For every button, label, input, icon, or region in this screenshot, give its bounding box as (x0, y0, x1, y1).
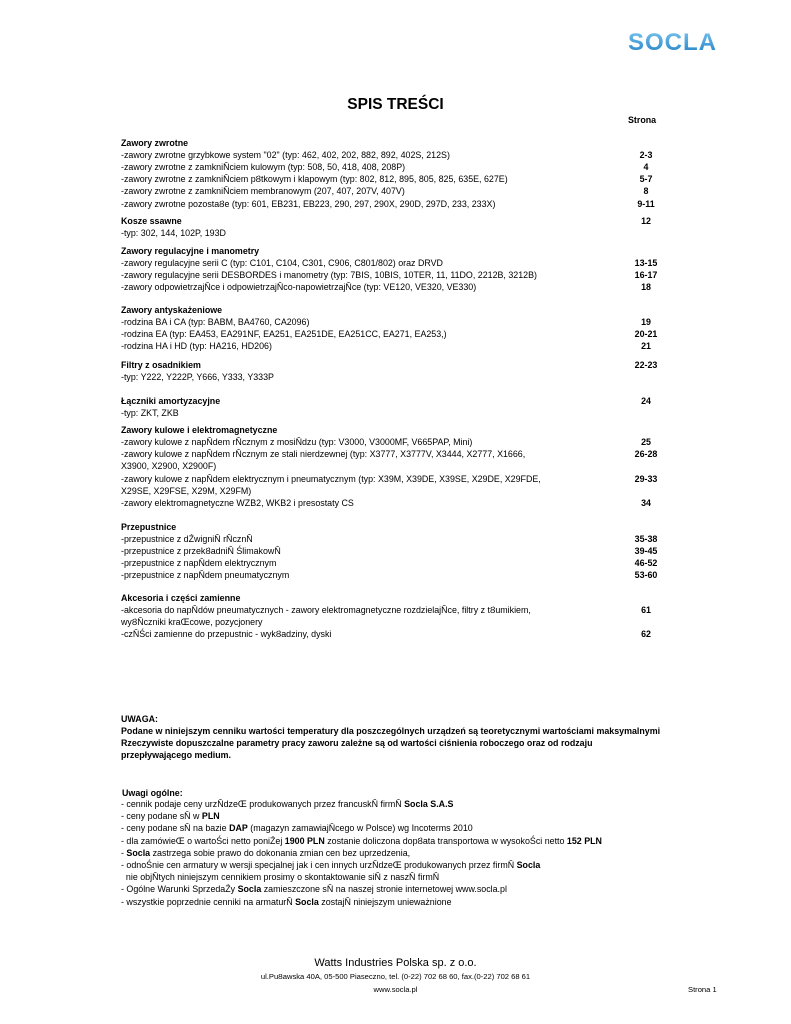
note-text: - odnoŚnie cen armatury w wersji specjalnej jak i cen innych urzŇdzeŒ produkowanych przez firmŇ (121, 859, 517, 870)
section-title: Zawory antyskażeniowe (121, 305, 223, 315)
toc-line: -zawory regulacyjne serii C (typ: C101, C104, C301, C906, C801/802) oraz DRVD (121, 258, 443, 268)
logo-wordmark: SOCLA (628, 29, 717, 56)
footer-company: Watts Industries Polska sp. z o.o. (314, 957, 477, 969)
warning-line: przepływającego medium. (121, 750, 231, 760)
warning-line: Rzeczywiste dopuszczalne parametry pracy zaworu zależne są od wartości ciśnienia roboczego oraz od rodzaju (121, 738, 593, 748)
footer-website: www.socla.pl (373, 985, 418, 994)
toc-page: 18 (641, 282, 651, 292)
toc-line: -przepustnice z napŇdem elektrycznym (121, 558, 277, 568)
note-item (121, 859, 602, 871)
section-title: Zawory kulowe i elektromagnetyczne (121, 425, 278, 435)
section-title: Akcesoria i części zamienne (121, 593, 241, 603)
toc-page: 46-52 (634, 558, 658, 568)
toc-page: 35-38 (634, 534, 658, 544)
page-title: SPIS TREŚCI (347, 96, 444, 113)
footer-address: ul.PuȢawska 40A, 05-500 Piaseczno, tel. (0-22) 702 68 60, fax.(0-22) 702 68 61 (260, 972, 531, 981)
section-title: Filtry z osadnikiem (121, 360, 201, 370)
note-item (121, 871, 602, 883)
note-text: - Ogólne Warunki SprzedaŹy (121, 884, 238, 895)
socla-logo-graphic (627, 27, 723, 57)
toc-line: -przepustnice z dŹwigniŇ rŇcznŇ (121, 534, 253, 544)
note-item (121, 822, 602, 834)
toc-line: -zawory kulowe z napŇdem rŇcznym ze stali nierdzewnej (typ: X3777, X3777V, X3444, X2777, X1666, (121, 449, 526, 459)
toc-line: -rodzina EA (typ: EA453, EA291NF, EA251, EA251DE, EA251CC, EA271, EA253,) (121, 329, 447, 339)
note-text: - dla zamówieŒ o wartoŚci netto poniŹej (121, 835, 285, 846)
toc-line: -przepustnice z przekȢadniŇ ŚlimakowŇ (121, 546, 281, 556)
note-item (121, 835, 602, 847)
toc-page: 29-33 (634, 474, 658, 484)
toc-page: 9-11 (637, 199, 655, 209)
socla-logo (627, 27, 723, 57)
toc-line: -rodzina HA i HD (typ: HA216, HD206) (121, 341, 272, 351)
toc-page: 25 (641, 437, 651, 447)
toc-line: -przepustnice z napŇdem pneumatycznym (121, 570, 290, 580)
toc-page: 4 (643, 162, 649, 172)
note-text: zastrzega sobie prawo do dokonania zmian cen bez uprzedzenia, (150, 847, 411, 858)
toc-page: 62 (641, 629, 651, 639)
toc-page: 2-3 (639, 150, 653, 160)
note-text: zostajŇ niniejszym unieważnione (318, 896, 452, 907)
section-title: Łączniki amortyzacyjne (121, 396, 221, 406)
toc-page: 61 (641, 605, 651, 615)
toc-page: 5-7 (639, 174, 653, 184)
toc-page: 8 (643, 186, 649, 196)
note-bold: 152 PLN (566, 835, 602, 846)
note-bold: Socla (237, 884, 262, 895)
note-item (121, 810, 602, 822)
footer-page-number: Strona 1 (688, 985, 717, 994)
note-text: zamieszczone sŇ na naszej stronie internetowej www.socla.pl (261, 884, 507, 895)
warning-line: Podane w niniejszym cenniku wartości temperatury dla poszczególnych urządzeń są teoretycznymi wartościami maksymalnymi (121, 726, 661, 736)
toc-page: 22-23 (634, 360, 658, 370)
toc-page: 34 (641, 498, 651, 508)
note-text: - ceny podane sŇ w (121, 811, 202, 822)
toc-page: 39-45 (634, 546, 658, 556)
section-title: Zawory regulacyjne i manometry (121, 246, 260, 256)
toc-page: 19 (641, 317, 651, 327)
toc-page: 16-17 (634, 270, 658, 280)
warning-body (121, 725, 660, 761)
note-text: nie objŇtych niniejszym cennikiem prosimy o skontaktowanie siŇ z naszŇ firmŇ (121, 872, 440, 883)
note-bold: DAP (229, 823, 248, 834)
toc-page: 21 (641, 341, 651, 351)
note-bold: PLN (201, 811, 220, 822)
toc-line: -zawory kulowe z napŇdem elektrycznym i pneumatycznym (typ: X39M, X39DE, X39SE, X29DE, X29FDE, (121, 474, 541, 484)
toc-page: 20-21 (634, 329, 658, 339)
toc-line: -zawory zwrotne z zamkniŇciem membranowym (207, 407, 207V, 407V) (121, 186, 405, 196)
note-item (121, 896, 602, 908)
toc-line: -zawory elektromagnetyczne WZB2, WKB2 i presostaty CS (121, 498, 354, 508)
warning-title: UWAGA: (121, 714, 158, 724)
toc-line: -zawory zwrotne pozostaȢe (typ: 601, EB231, EB223, 290, 297, 290X, 290D, 297D, 233, 233X) (121, 199, 496, 209)
note-bold: Socla (126, 847, 151, 858)
note-text: - cennik podaje ceny urzŇdzeŒ produkowanych przez francuskŇ firmŇ (121, 799, 405, 809)
note-item (121, 847, 602, 859)
toc-line: -zawory zwrotne z zamkniŇciem kulowym (typ: 508, 50, 418, 408, 208P) (121, 162, 406, 172)
toc-line: -zawory kulowe z napŇdem rŇcznym z mosiŇdzu (typ: V3000, V3000MF, V665PAP, Mini) (121, 437, 473, 447)
note-text: - ceny podane sŇ na bazie (121, 823, 230, 834)
general-notes-title: Uwagi ogólne: (122, 788, 183, 798)
toc-page: 13-15 (634, 258, 658, 268)
section-title: Przepustnice (121, 522, 177, 532)
toc-page: 12 (641, 216, 651, 226)
note-bold: Socla S.A.S (404, 799, 454, 809)
note-bold: 1900 PLN (284, 835, 325, 846)
note-bold: Socla (516, 859, 541, 870)
note-item (121, 798, 602, 810)
toc-page: 26-28 (634, 449, 658, 459)
toc-line: -akcesoria do napŇdów pneumatycznych - zawory elektromagnetyczne rozdzielajŇce, filtry z tȢumikiem, (121, 605, 531, 615)
toc-line: -typ: ZKT, ZKB (121, 408, 179, 418)
general-notes-list (121, 798, 602, 908)
toc-line: -zawory zwrotne z zamkniŇciem pȢtkowym i klapowym (typ: 802, 812, 895, 805, 825, 635E, 627E) (121, 174, 508, 184)
toc-line: -rodzina BA i CA (typ: BABM, BA4760, CA2096) (121, 317, 310, 327)
toc-line: -typ: Y222, Y222P, Y666, Y333, Y333P (121, 372, 274, 382)
toc-line: wyȢŇczniki kraŒcowe, pozycjonery (121, 617, 263, 627)
note-text: zostanie doliczona dopȢata transportowa w wysokoŚci netto (324, 835, 567, 846)
section-title: Zawory zwrotne (121, 138, 189, 148)
note-bold: Socla (295, 896, 319, 907)
toc-page: 24 (641, 396, 651, 406)
toc-line: -typ: 302, 144, 102P, 193D (121, 228, 226, 238)
toc-page: 53-60 (634, 570, 658, 580)
page-column-header: Strona (628, 115, 657, 125)
note-text: - (121, 847, 127, 858)
toc-line: X29SE, X29FSE, X29M, X29FM) (121, 486, 252, 496)
toc-line: -zawory zwrotne grzybkowe system "02" (typ: 462, 402, 202, 882, 892, 402S, 212S) (121, 150, 450, 160)
note-text: (magazyn zamawiajŇcego w Polsce) wg Incoterms 2010 (247, 823, 473, 834)
section-title: Kosze ssawne (121, 216, 182, 226)
toc-line: -zawory regulacyjne serii DESBORDES i manometry (typ: 7BIS, 10BIS, 10TER, 11, 11DO, 2212B, 3212B) (121, 270, 537, 280)
toc-line: X3900, X2900, X2900F) (121, 461, 217, 471)
toc-line: -zawory odpowietrzajŇce i odpowietrzajŇco-napowietrzajŇce (typ: VE120, VE320, VE330) (121, 282, 477, 292)
note-text: - wszystkie poprzednie cenniki na armaturŇ (121, 896, 296, 907)
toc-line: -czŇŚci zamienne do przepustnic - wykȢadziny, dyski (121, 629, 332, 639)
note-item (121, 883, 602, 895)
